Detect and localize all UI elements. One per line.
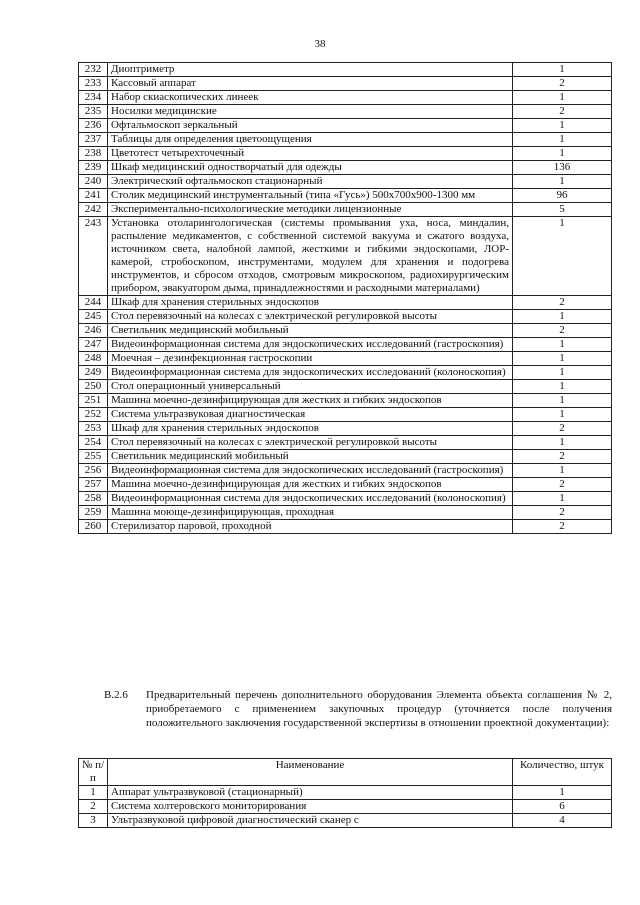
row-quantity: 1 [513,91,612,105]
table-row [79,478,612,492]
row-quantity: 1 [513,119,612,133]
row-name: Офтальмоскоп зеркальный [108,119,513,133]
row-name: Система холтеровского мониторирования [108,800,513,814]
row-name: Стол перевязочный на колесах с электрической регулировкой высоты [108,436,513,450]
table-row [79,175,612,189]
row-quantity: 1 [513,464,612,478]
table-row [79,310,612,324]
table-row [79,506,612,520]
row-number: 235 [79,105,108,119]
row-quantity: 1 [513,147,612,161]
row-number: 234 [79,91,108,105]
section-text: Предварительный перечень дополнительного оборудования Элемента объекта соглашения № 2, приобретаемого с применением закупочных процедур (уточняется после получения положительного заключения государственной экспертизы в отношении проектной документации): [146,689,612,729]
row-name: Ультразвуковой цифровой диагностический сканер с [108,814,513,828]
row-quantity: 2 [513,450,612,464]
row-number: 248 [79,352,108,366]
table-row [79,408,612,422]
row-quantity: 2 [513,105,612,119]
row-quantity: 1 [513,133,612,147]
row-name: Стол перевязочный на колесах с электрической регулировкой высоты [108,310,513,324]
row-quantity: 1 [513,310,612,324]
row-quantity: 1 [513,786,612,800]
row-quantity: 2 [513,520,612,534]
row-name: Шкаф для хранения стерильных эндоскопов [108,422,513,436]
row-quantity: 96 [513,189,612,203]
row-name: Аппарат ультразвуковой (стационарный) [108,786,513,800]
row-quantity: 2 [513,506,612,520]
row-name: Шкаф медицинский одностворчатый для одежды [108,161,513,175]
row-name: Машина моечно-дезинфицирующая для жестких и гибких эндоскопов [108,394,513,408]
table-row [79,394,612,408]
row-number: 242 [79,203,108,217]
table-row [79,161,612,175]
row-name: Видеоинформационная система для эндоскопических исследований (гастроскопия) [108,338,513,352]
row-name: Диоптриметр [108,63,513,77]
row-quantity: 6 [513,800,612,814]
row-quantity: 4 [513,814,612,828]
row-number: 255 [79,450,108,464]
row-number: 252 [79,408,108,422]
row-name: Машина моечно-дезинфицирующая для жестких и гибких эндоскопов [108,478,513,492]
table-row [79,338,612,352]
row-quantity: 1 [513,338,612,352]
row-quantity: 1 [513,352,612,366]
row-name: Шкаф для хранения стерильных эндоскопов [108,296,513,310]
row-name: Светильник медицинский мобильный [108,324,513,338]
row-quantity: 1 [513,436,612,450]
table-row [79,77,612,91]
page-number: 38 [314,38,326,50]
table-row [79,520,612,534]
row-number: 3 [79,814,108,828]
table-row [79,814,612,828]
row-name: Видеоинформационная система для эндоскопических исследований (колоноскопия) [108,366,513,380]
table-row [79,422,612,436]
row-number: 246 [79,324,108,338]
row-name: Набор скиаскопических линеек [108,91,513,105]
table-row [79,492,612,506]
row-name: Моечная – дезинфекционная гастроскопии [108,352,513,366]
row-name: Экспериментально-психологические методики лицензионные [108,203,513,217]
row-number: 244 [79,296,108,310]
row-quantity: 2 [513,77,612,91]
row-number: 254 [79,436,108,450]
row-number: 1 [79,786,108,800]
row-name: Стерилизатор паровой, проходной [108,520,513,534]
table-row [79,147,612,161]
row-name: Электрический офтальмоскоп стационарный [108,175,513,189]
table-row [79,380,612,394]
row-quantity: 1 [513,63,612,77]
row-name: Носилки медицинские [108,105,513,119]
row-number: 236 [79,119,108,133]
row-name: Цветотест четырехточечный [108,147,513,161]
table-row [79,203,612,217]
equipment-table [78,62,612,534]
table-header-row [79,759,612,786]
table-row [79,296,612,310]
row-quantity: 1 [513,380,612,394]
row-number: 259 [79,506,108,520]
row-number: 237 [79,133,108,147]
row-quantity: 1 [513,366,612,380]
row-quantity: 5 [513,203,612,217]
row-number: 260 [79,520,108,534]
row-name: Таблицы для определения цветоощущения [108,133,513,147]
row-name: Видеоинформационная система для эндоскопических исследований (гастроскопия) [108,464,513,478]
row-number: 250 [79,380,108,394]
table-row [79,366,612,380]
row-name: Установка отоларингологическая (системы промывания уха, носа, миндалин, распыление медикаментов, с собственной системой вакуума и сжатого воздуха, источником света, налобной лампой, жесткими и гибкими эндоскопами, ЛОР-камерой, стробоскопом, инструментами, модулем для хранения и подогрева инструментов, и сбросом отходов, смотровым микроскопом, радиохирургическим прибором, эвакуатором дыма, принадлежностями и расходными материалами) [108,217,513,296]
row-name: Машина моюще-дезинфицирующая, проходная [108,506,513,520]
table-row [79,63,612,77]
row-quantity: 2 [513,324,612,338]
row-number: 257 [79,478,108,492]
header-name: Наименование [108,759,513,786]
row-name: Система ультразвуковая диагностическая [108,408,513,422]
row-number: 233 [79,77,108,91]
row-quantity: 1 [513,492,612,506]
table-row [79,105,612,119]
section-paragraph [104,688,612,730]
header-num: № п/п [79,759,108,786]
table-row [79,786,612,800]
row-number: 239 [79,161,108,175]
row-number: 256 [79,464,108,478]
row-quantity: 1 [513,394,612,408]
row-quantity: 2 [513,296,612,310]
row-quantity: 136 [513,161,612,175]
table-row [79,436,612,450]
table-row [79,133,612,147]
row-number: 232 [79,63,108,77]
table-row [79,189,612,203]
table-row [79,217,612,296]
row-number: 2 [79,800,108,814]
header-qty: Количество, штук [513,759,612,786]
table-row [79,324,612,338]
row-quantity: 2 [513,478,612,492]
table-row [79,119,612,133]
table-row [79,800,612,814]
row-quantity: 1 [513,217,612,296]
row-number: 240 [79,175,108,189]
row-name: Стол операционный универсальный [108,380,513,394]
row-number: 238 [79,147,108,161]
row-number: 247 [79,338,108,352]
row-quantity: 1 [513,408,612,422]
row-quantity: 2 [513,422,612,436]
row-number: 241 [79,189,108,203]
table-row [79,91,612,105]
row-number: 251 [79,394,108,408]
row-number: 245 [79,310,108,324]
row-number: 249 [79,366,108,380]
row-number: 253 [79,422,108,436]
row-quantity: 1 [513,175,612,189]
table-row [79,450,612,464]
additional-equipment-table [78,758,612,828]
table-row [79,464,612,478]
section-id: В.2.6 [104,689,128,701]
row-number: 243 [79,217,108,296]
row-name: Кассовый аппарат [108,77,513,91]
row-number: 258 [79,492,108,506]
row-name: Столик медицинский инструментальный (типа «Гусь») 500х700х900-1300 мм [108,189,513,203]
row-name: Видеоинформационная система для эндоскопических исследований (колоноскопия) [108,492,513,506]
row-name: Светильник медицинский мобильный [108,450,513,464]
table-row [79,352,612,366]
